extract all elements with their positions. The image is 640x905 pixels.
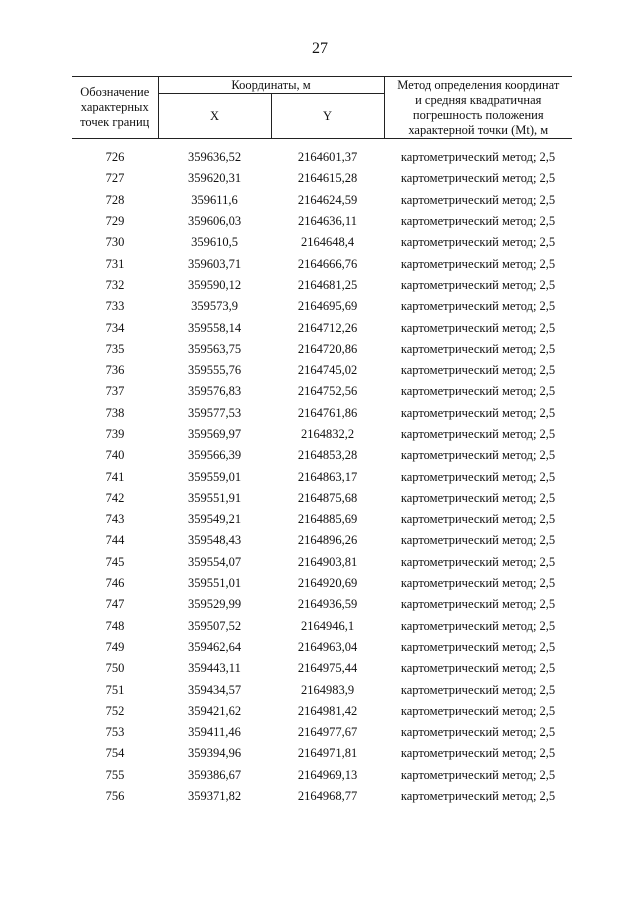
- cell-point-id: 743: [105, 512, 125, 527]
- cell-point-id: 730: [105, 235, 125, 250]
- cell-y: 2164648,4: [300, 235, 355, 250]
- table-row: [72, 275, 572, 296]
- cell-point-id: 752: [105, 703, 125, 718]
- table-row: [72, 253, 572, 274]
- cell-point-id: 733: [105, 299, 125, 314]
- cell-x: 359577,53: [187, 405, 242, 420]
- cell-point-id: 751: [105, 682, 125, 697]
- table-row: [72, 317, 572, 338]
- cell-method: картометрический метод; 2,5: [400, 405, 556, 420]
- cell-y: 2164720,86: [297, 341, 358, 356]
- table-row: [72, 360, 572, 381]
- cell-method: картометрический метод; 2,5: [400, 618, 556, 633]
- cell-point-id: 754: [105, 746, 125, 761]
- table-row: [72, 722, 572, 743]
- cell-method: картометрический метод; 2,5: [400, 469, 556, 484]
- header-method-line: Метод определения координат: [397, 77, 560, 92]
- cell-method: картометрический метод; 2,5: [400, 363, 556, 378]
- cell-method: картометрический метод; 2,5: [400, 533, 556, 548]
- header-y: Y: [271, 94, 384, 139]
- cell-point-id: 728: [105, 192, 125, 207]
- cell-y: 2164666,76: [297, 256, 358, 271]
- cell-point-id: 739: [105, 427, 125, 441]
- cell-y: 2164853,28: [297, 448, 358, 463]
- cell-y: 2164745,02: [297, 363, 358, 378]
- table-row: [72, 594, 572, 615]
- cell-method: картометрический метод; 2,5: [400, 597, 556, 612]
- cell-x: 359411,46: [188, 725, 241, 740]
- header-point-id-line: Обозначение: [80, 85, 150, 99]
- cell-point-id: 750: [105, 661, 125, 676]
- table-row: [72, 530, 572, 551]
- table-row: [72, 552, 572, 573]
- cell-x: 359507,52: [187, 618, 242, 633]
- header-point-id-line: характерных: [80, 100, 149, 114]
- cell-y: 2164971,81: [297, 746, 358, 761]
- cell-x: 359371,82: [187, 789, 242, 804]
- table-row: [72, 147, 572, 168]
- table-row: [72, 743, 572, 764]
- table-row: [72, 190, 572, 211]
- table-row: [72, 381, 572, 402]
- cell-y: 2164863,17: [297, 469, 358, 484]
- cell-y: 2164896,26: [297, 533, 358, 548]
- table-row: [72, 658, 572, 679]
- cell-x: 359434,57: [187, 682, 242, 697]
- cell-method: картометрический метод; 2,5: [400, 789, 556, 804]
- cell-x: 359386,67: [187, 767, 242, 782]
- cell-point-id: 749: [105, 639, 125, 654]
- header-coordinates: Координаты, м: [158, 77, 384, 94]
- page-number: 27: [312, 40, 328, 57]
- cell-method: картометрический метод; 2,5: [400, 192, 556, 207]
- cell-x: 359394,96: [187, 746, 242, 761]
- cell-y: 2164601,37: [297, 150, 358, 165]
- cell-point-id: 746: [105, 576, 125, 591]
- cell-y: 2164968,77: [297, 789, 358, 804]
- cell-method: картометрический метод; 2,5: [400, 703, 556, 718]
- cell-point-id: 727: [105, 171, 125, 186]
- table-row: [72, 296, 572, 317]
- cell-y: 2164963,04: [297, 639, 358, 654]
- cell-y: 2164875,68: [297, 490, 358, 505]
- cell-point-id: 732: [105, 277, 125, 292]
- table-row: [72, 403, 572, 424]
- cell-y: 2164681,25: [297, 277, 358, 292]
- cell-y: 2164636,11: [298, 214, 357, 229]
- cell-x: 359443,11: [188, 661, 241, 676]
- cell-point-id: 735: [105, 341, 125, 356]
- cell-point-id: 747: [105, 597, 125, 612]
- cell-x: 359551,01: [187, 576, 242, 591]
- cell-x: 359529,99: [187, 597, 242, 612]
- cell-point-id: 738: [105, 405, 125, 420]
- cell-y: 2164752,56: [297, 384, 358, 399]
- cell-x: 359573,9: [191, 299, 238, 314]
- cell-x: 359549,21: [187, 512, 242, 527]
- cell-point-id: 755: [105, 767, 125, 782]
- cell-x: 359421,62: [187, 703, 242, 718]
- table-row: [72, 765, 572, 786]
- header-method-line: погрешность положения: [412, 107, 544, 122]
- cell-method: картометрический метод; 2,5: [400, 448, 556, 463]
- cell-x: 359555,76: [187, 363, 242, 378]
- cell-method: картометрический метод; 2,5: [400, 171, 556, 186]
- cell-method: картометрический метод; 2,5: [400, 320, 556, 335]
- cell-method: картометрический метод; 2,5: [400, 299, 556, 314]
- cell-method: картометрический метод; 2,5: [400, 277, 556, 292]
- header-method-line: характерной точки (Mt), м: [408, 122, 549, 137]
- cell-method: картометрический метод; 2,5: [400, 341, 556, 356]
- cell-y: 2164981,42: [297, 703, 358, 718]
- cell-method: картометрический метод; 2,5: [400, 576, 556, 591]
- header-method: [384, 77, 572, 139]
- cell-y: 2164977,67: [297, 725, 358, 740]
- cell-y: 2164832,2: [300, 427, 355, 441]
- cell-point-id: 737: [105, 384, 125, 399]
- cell-x: 359548,43: [187, 533, 242, 548]
- cell-point-id: 745: [105, 554, 125, 569]
- cell-y: 2164983,9: [300, 682, 355, 697]
- cell-method: картометрический метод; 2,5: [400, 490, 556, 505]
- cell-y: 2164975,44: [297, 661, 358, 676]
- cell-y: 2164761,86: [297, 405, 358, 420]
- table-row: [72, 168, 572, 189]
- cell-point-id: 756: [105, 789, 125, 804]
- table-header: [72, 77, 572, 139]
- cell-point-id: 748: [105, 618, 125, 633]
- cell-method: картометрический метод; 2,5: [400, 214, 556, 229]
- cell-x: 359606,03: [187, 214, 242, 229]
- cell-point-id: 736: [105, 363, 125, 378]
- coordinates-table: [72, 76, 572, 807]
- cell-x: 359462,64: [187, 639, 242, 654]
- cell-point-id: 742: [105, 490, 125, 505]
- cell-x: 359620,31: [187, 171, 242, 186]
- cell-method: картометрический метод; 2,5: [400, 554, 556, 569]
- cell-x: 359569,97: [187, 427, 242, 441]
- cell-y: 2164946,1: [300, 618, 355, 633]
- cell-point-id: 740: [105, 448, 125, 463]
- table-body: [72, 139, 572, 808]
- cell-method: картометрический метод; 2,5: [400, 682, 556, 697]
- table-row: [72, 466, 572, 487]
- cell-method: картометрический метод; 2,5: [400, 661, 556, 676]
- cell-point-id: 726: [105, 150, 125, 165]
- cell-method: картометрический метод; 2,5: [400, 512, 556, 527]
- cell-method: картометрический метод; 2,5: [400, 150, 556, 165]
- cell-method: картометрический метод; 2,5: [400, 767, 556, 782]
- cell-y: 2164920,69: [297, 576, 358, 591]
- cell-x: 359566,39: [187, 448, 242, 463]
- cell-x: 359554,07: [187, 554, 242, 569]
- cell-x: 359610,5: [191, 235, 238, 250]
- table-row: [72, 232, 572, 253]
- table-row: [72, 339, 572, 360]
- cell-point-id: 729: [105, 214, 125, 229]
- cell-method: картометрический метод; 2,5: [400, 235, 556, 250]
- cell-x: 359558,14: [187, 320, 242, 335]
- cell-x: 359636,52: [187, 150, 242, 165]
- table-row: [72, 424, 572, 445]
- cell-x: 359603,71: [187, 256, 242, 271]
- table-row: [72, 637, 572, 658]
- table-row: [72, 211, 572, 232]
- table-row: [72, 488, 572, 509]
- cell-method: картометрический метод; 2,5: [400, 746, 556, 761]
- cell-y: 2164936,59: [297, 597, 358, 612]
- table-row: [72, 786, 572, 807]
- cell-y: 2164885,69: [297, 512, 358, 527]
- header-method-line: и средняя квадратичная: [415, 92, 542, 107]
- cell-point-id: 731: [105, 256, 125, 271]
- cell-method: картометрический метод; 2,5: [400, 384, 556, 399]
- cell-y: 2164903,81: [297, 554, 358, 569]
- table-row: [72, 445, 572, 466]
- cell-method: картометрический метод; 2,5: [400, 427, 556, 441]
- header-x: X: [158, 94, 271, 139]
- cell-x: 359576,83: [187, 384, 242, 399]
- cell-x: 359563,75: [187, 341, 242, 356]
- cell-point-id: 734: [105, 320, 125, 335]
- cell-method: картометрический метод; 2,5: [400, 639, 556, 654]
- table-row: [72, 573, 572, 594]
- cell-point-id: 744: [105, 533, 125, 548]
- table-row: [72, 679, 572, 700]
- cell-method: картометрический метод; 2,5: [400, 256, 556, 271]
- cell-y: 2164624,59: [297, 192, 358, 207]
- table-row: [72, 701, 572, 722]
- cell-x: 359590,12: [187, 277, 242, 292]
- cell-point-id: 741: [105, 469, 125, 484]
- header-point-id: [72, 77, 158, 139]
- cell-y: 2164695,69: [297, 299, 358, 314]
- cell-y: 2164615,28: [297, 171, 358, 186]
- cell-x: 359559,01: [187, 469, 242, 484]
- table-row: [72, 616, 572, 637]
- cell-point-id: 753: [105, 725, 125, 740]
- cell-x: 359611,6: [191, 192, 238, 207]
- table-row: [72, 509, 572, 530]
- header-point-id-line: точек границ: [80, 115, 150, 129]
- cell-method: картометрический метод; 2,5: [400, 725, 556, 740]
- cell-x: 359551,91: [187, 490, 242, 505]
- cell-y: 2164712,26: [297, 320, 358, 335]
- cell-y: 2164969,13: [297, 767, 358, 782]
